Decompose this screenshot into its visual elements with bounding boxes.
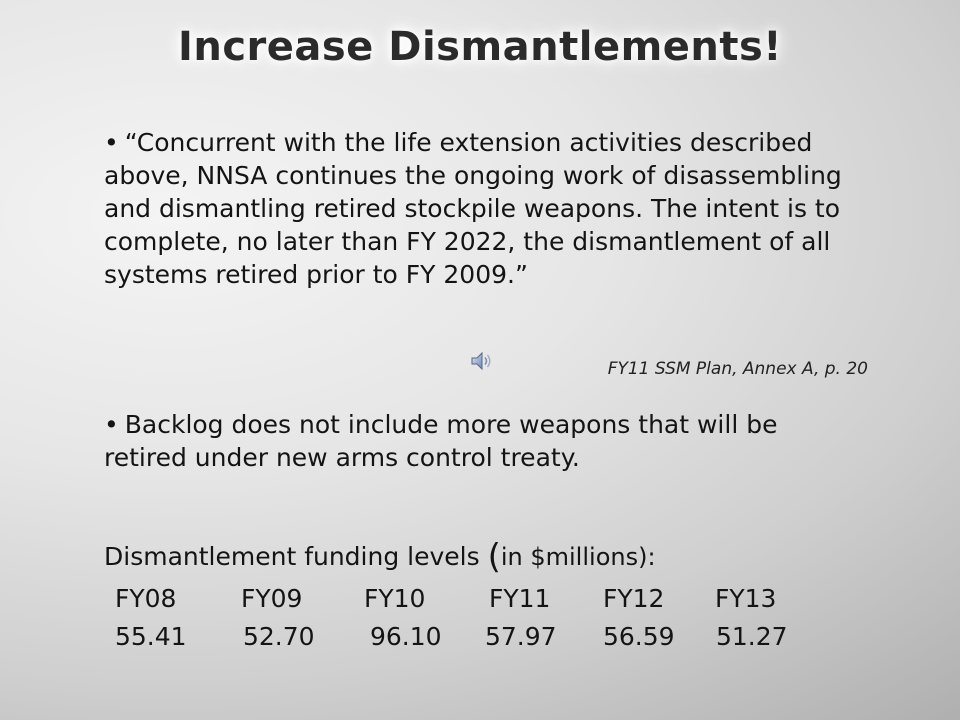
quote-text: “Concurrent with the life extension activities described above, NNSA continues the ongoing work of disassembling and dismantling retired stockpile weapons. The intent is to complete, no later than FY 2022, the dismantlement of all systems retired prior to FY 2009.”	[104, 128, 842, 289]
funding-label: Dismantlement funding levels	[104, 542, 488, 571]
year-fy12: FY12	[603, 584, 665, 613]
funding-units: in $millions):	[500, 543, 656, 571]
value-fy10: 96.10	[370, 622, 442, 651]
speaker-icon[interactable]	[469, 349, 493, 373]
quote-bullet	[104, 126, 864, 291]
value-fy12: 56.59	[603, 622, 675, 651]
year-fy13: FY13	[715, 584, 777, 613]
bullet-marker: •	[104, 128, 119, 157]
year-fy09: FY09	[241, 584, 303, 613]
backlog-text: Backlog does not include more weapons that will be retired under new arms control treaty.	[104, 410, 778, 472]
value-fy08: 55.41	[115, 622, 187, 651]
year-fy08: FY08	[115, 584, 177, 613]
slide-title: Increase Dismantlements!	[177, 24, 783, 70]
backlog-bullet	[104, 408, 864, 474]
bullet-marker: •	[104, 410, 119, 439]
funding-heading	[104, 534, 656, 577]
funding-paren: (	[487, 537, 501, 577]
year-fy11: FY11	[489, 584, 551, 613]
year-fy10: FY10	[364, 584, 426, 613]
value-fy13: 51.27	[716, 622, 788, 651]
value-fy11: 57.97	[485, 622, 557, 651]
value-fy09: 52.70	[243, 622, 315, 651]
citation: FY11 SSM Plan, Annex A, p. 20	[607, 359, 868, 379]
